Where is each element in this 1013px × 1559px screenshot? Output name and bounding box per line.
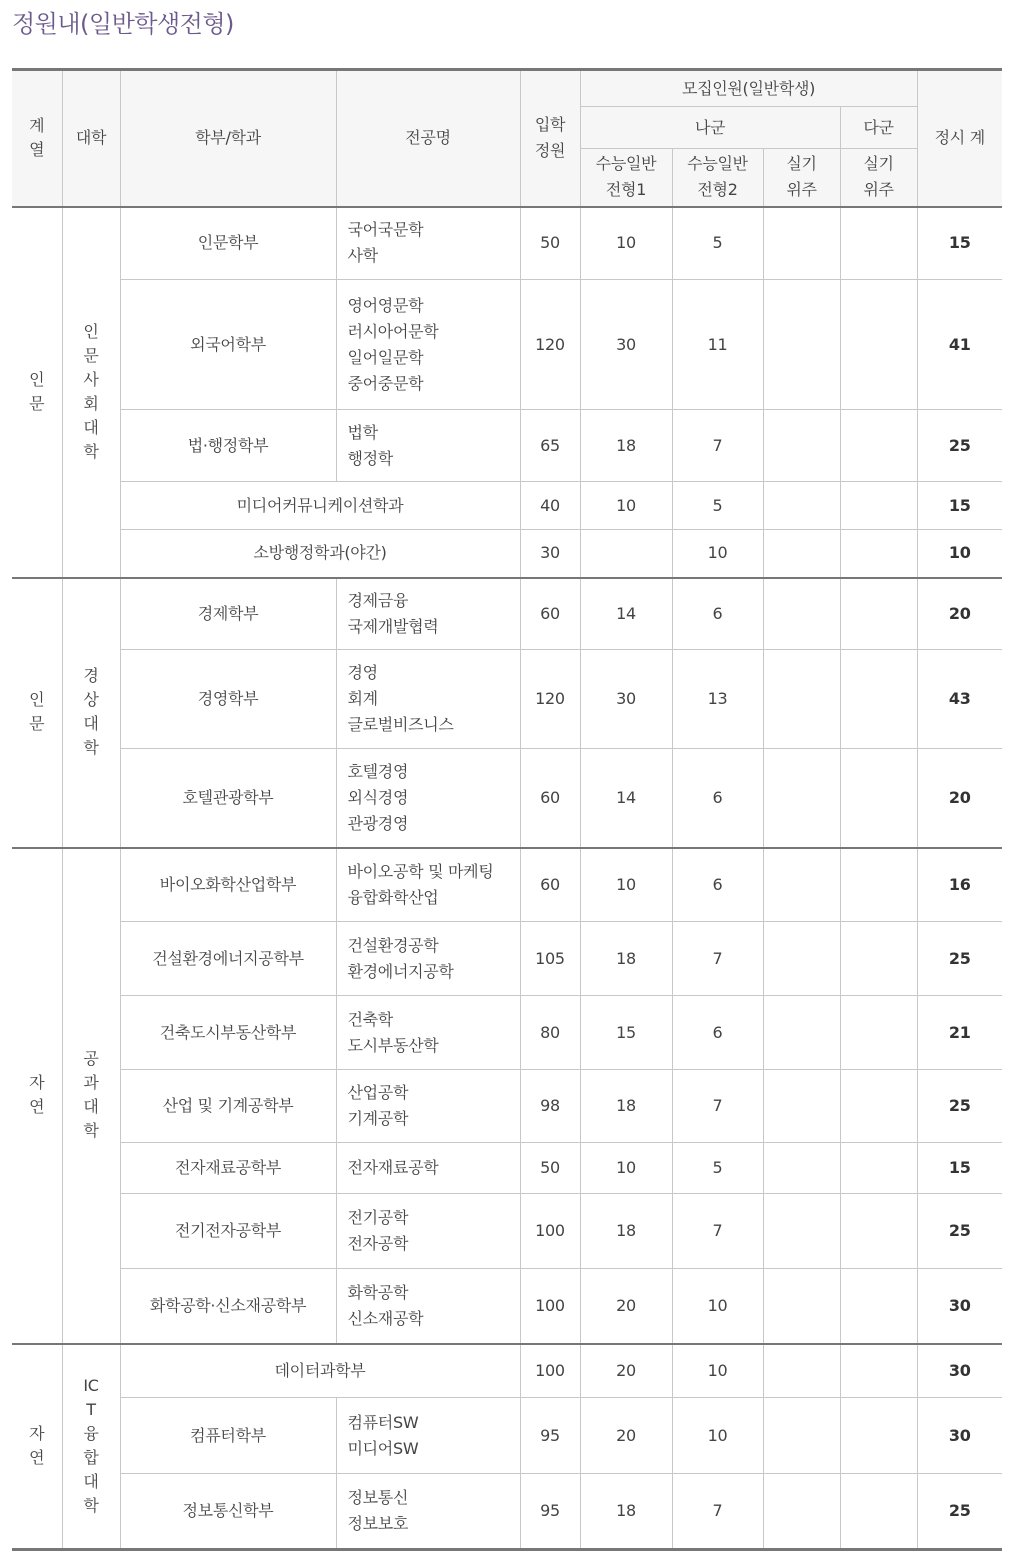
suneung1-cell: 30 bbox=[580, 650, 672, 749]
total-cell: 41 bbox=[917, 280, 1002, 410]
header-suneung1: 수능일반 전형1 bbox=[580, 149, 672, 207]
header-suneung2: 수능일반 전형2 bbox=[672, 149, 763, 207]
major-name: 관광경영 bbox=[347, 813, 409, 833]
suneung2-cell: 10 bbox=[672, 1269, 763, 1344]
major-cell bbox=[336, 1269, 520, 1344]
suneung1-cell: 20 bbox=[580, 1398, 672, 1474]
quota-cell: 100 bbox=[520, 1344, 580, 1398]
total-cell: 15 bbox=[917, 482, 1002, 530]
suneung1-cell: 10 bbox=[580, 482, 672, 530]
quota-cell: 120 bbox=[520, 650, 580, 749]
quota-cell: 95 bbox=[520, 1474, 580, 1550]
table-row bbox=[12, 482, 1002, 530]
practical-da-cell bbox=[840, 578, 917, 650]
table-row bbox=[12, 749, 1002, 848]
department-cell: 산업 및 기계공학부 bbox=[120, 1070, 336, 1143]
suneung2-cell: 10 bbox=[672, 530, 763, 578]
practical-da-cell bbox=[840, 410, 917, 482]
practical-da-cell bbox=[840, 1474, 917, 1550]
major-cell bbox=[336, 578, 520, 650]
table-row bbox=[12, 280, 1002, 410]
major-cell bbox=[336, 1143, 520, 1194]
practical-da-cell bbox=[840, 280, 917, 410]
total-cell: 30 bbox=[917, 1344, 1002, 1398]
major-name: 건축학 bbox=[347, 1009, 393, 1029]
practical-da-cell bbox=[840, 996, 917, 1070]
practical-na-cell bbox=[763, 482, 840, 530]
suneung2-cell: 6 bbox=[672, 848, 763, 922]
table-header bbox=[12, 70, 1002, 207]
table-row bbox=[12, 1143, 1002, 1194]
practical-na-cell bbox=[763, 1474, 840, 1550]
suneung2-cell: 6 bbox=[672, 996, 763, 1070]
major-cell bbox=[336, 410, 520, 482]
practical-da-cell bbox=[840, 1398, 917, 1474]
practical-na-cell bbox=[763, 848, 840, 922]
table-row bbox=[12, 1070, 1002, 1143]
major-cell bbox=[336, 1474, 520, 1550]
header-series: 계열 bbox=[12, 70, 62, 207]
practical-na-cell bbox=[763, 922, 840, 996]
admission-table bbox=[12, 68, 1002, 1551]
major-cell bbox=[336, 922, 520, 996]
suneung1-cell: 18 bbox=[580, 1194, 672, 1269]
department-cell: 외국어학부 bbox=[120, 280, 336, 410]
series-cell: 자연 bbox=[12, 1344, 62, 1550]
major-cell bbox=[336, 1398, 520, 1474]
series-cell: 자연 bbox=[12, 848, 62, 1344]
practical-na-cell bbox=[763, 996, 840, 1070]
department-cell: 건축도시부동산학부 bbox=[120, 996, 336, 1070]
major-name: 회계 bbox=[347, 689, 378, 708]
total-cell: 15 bbox=[917, 1143, 1002, 1194]
header-total: 정시 계 bbox=[917, 70, 1002, 207]
total-cell: 20 bbox=[917, 749, 1002, 848]
major-name: 정보통신 bbox=[347, 1488, 409, 1507]
department-cell: 인문학부 bbox=[120, 207, 336, 280]
header-recruit: 모집인원(일반학생) bbox=[580, 70, 917, 107]
practical-na-cell bbox=[763, 280, 840, 410]
page-title: 정원내(일반학생전형) bbox=[12, 10, 234, 38]
practical-na-cell bbox=[763, 1070, 840, 1143]
practical-da-cell bbox=[840, 1269, 917, 1344]
department-cell: 법·행정학부 bbox=[120, 410, 336, 482]
college-cell: ICT융합대학 bbox=[62, 1344, 120, 1550]
major-name: 경영 bbox=[347, 663, 378, 682]
suneung1-cell: 18 bbox=[580, 922, 672, 996]
quota-cell: 40 bbox=[520, 482, 580, 530]
quota-cell: 100 bbox=[520, 1194, 580, 1269]
suneung2-cell: 13 bbox=[672, 650, 763, 749]
major-name: 전자재료공학 bbox=[347, 1158, 439, 1177]
college-cell: 인문사회대학 bbox=[62, 207, 120, 578]
total-cell: 30 bbox=[917, 1269, 1002, 1344]
practical-na-cell bbox=[763, 1269, 840, 1344]
table-row bbox=[12, 1269, 1002, 1344]
major-name: 화학공학 bbox=[347, 1282, 409, 1302]
major-name: 외식경영 bbox=[347, 787, 409, 807]
major-name: 전자공학 bbox=[347, 1234, 409, 1253]
total-cell: 25 bbox=[917, 1194, 1002, 1269]
quota-cell: 120 bbox=[520, 280, 580, 410]
major-cell bbox=[336, 1194, 520, 1269]
header-college: 대학 bbox=[62, 70, 120, 207]
suneung2-cell: 5 bbox=[672, 482, 763, 530]
quota-cell: 50 bbox=[520, 1143, 580, 1194]
department-cell: 전자재료공학부 bbox=[120, 1143, 336, 1194]
practical-da-cell bbox=[840, 207, 917, 280]
header-group-na: 나군 bbox=[580, 107, 840, 149]
practical-na-cell bbox=[763, 1398, 840, 1474]
table-row bbox=[12, 578, 1002, 650]
suneung1-cell: 20 bbox=[580, 1269, 672, 1344]
practical-da-cell bbox=[840, 1143, 917, 1194]
major-name: 기계공학 bbox=[347, 1109, 409, 1128]
series-cell: 인문 bbox=[12, 578, 62, 848]
major-name: 전기공학 bbox=[347, 1208, 409, 1227]
series-cell: 인문 bbox=[12, 207, 62, 578]
practical-na-cell bbox=[763, 1344, 840, 1398]
quota-cell: 50 bbox=[520, 207, 580, 280]
suneung1-cell: 18 bbox=[580, 1474, 672, 1550]
table-row bbox=[12, 1194, 1002, 1269]
table-row bbox=[12, 1474, 1002, 1550]
department-cell: 바이오화학산업학부 bbox=[120, 848, 336, 922]
total-cell: 43 bbox=[917, 650, 1002, 749]
suneung1-cell: 15 bbox=[580, 996, 672, 1070]
suneung2-cell: 10 bbox=[672, 1398, 763, 1474]
quota-cell: 60 bbox=[520, 848, 580, 922]
major-name: 도시부동산학 bbox=[347, 1035, 439, 1055]
suneung1-cell: 10 bbox=[580, 207, 672, 280]
practical-na-cell bbox=[763, 1194, 840, 1269]
practical-na-cell bbox=[763, 410, 840, 482]
quota-cell: 30 bbox=[520, 530, 580, 578]
suneung1-cell: 14 bbox=[580, 578, 672, 650]
quota-cell: 60 bbox=[520, 578, 580, 650]
major-name: 중어중문학 bbox=[347, 373, 424, 393]
major-cell bbox=[336, 1070, 520, 1143]
major-name: 환경에너지공학 bbox=[347, 961, 454, 981]
major-name: 러시아어문학 bbox=[347, 321, 439, 341]
suneung1-cell: 14 bbox=[580, 749, 672, 848]
table-row bbox=[12, 996, 1002, 1070]
practical-da-cell bbox=[840, 749, 917, 848]
header-practical-na: 실기 위주 bbox=[763, 149, 840, 207]
practical-da-cell bbox=[840, 650, 917, 749]
table-row bbox=[12, 207, 1002, 280]
quota-cell: 98 bbox=[520, 1070, 580, 1143]
practical-na-cell bbox=[763, 578, 840, 650]
suneung2-cell: 6 bbox=[672, 578, 763, 650]
suneung2-cell: 5 bbox=[672, 207, 763, 280]
table-row bbox=[12, 922, 1002, 996]
practical-da-cell bbox=[840, 1194, 917, 1269]
table-row bbox=[12, 650, 1002, 749]
department-cell: 경영학부 bbox=[120, 650, 336, 749]
department-cell: 정보통신학부 bbox=[120, 1474, 336, 1550]
total-cell: 25 bbox=[917, 1474, 1002, 1550]
practical-da-cell bbox=[840, 530, 917, 578]
total-cell: 25 bbox=[917, 410, 1002, 482]
major-name: 융합화학산업 bbox=[347, 887, 439, 907]
total-cell: 25 bbox=[917, 922, 1002, 996]
header-group-da: 다군 bbox=[840, 107, 917, 149]
department-cell: 미디어커뮤니케이션학과 bbox=[120, 482, 520, 530]
practical-na-cell bbox=[763, 650, 840, 749]
department-cell: 화학공학·신소재공학부 bbox=[120, 1269, 336, 1344]
practical-na-cell bbox=[763, 207, 840, 280]
total-cell: 25 bbox=[917, 1070, 1002, 1143]
major-cell bbox=[336, 749, 520, 848]
major-name: 경제금융 bbox=[347, 590, 409, 610]
total-cell: 10 bbox=[917, 530, 1002, 578]
quota-cell: 105 bbox=[520, 922, 580, 996]
department-cell: 데이터과학부 bbox=[120, 1344, 520, 1398]
suneung1-cell: 20 bbox=[580, 1344, 672, 1398]
department-cell: 전기전자공학부 bbox=[120, 1194, 336, 1269]
major-cell bbox=[336, 848, 520, 922]
department-cell: 호텔관광학부 bbox=[120, 749, 336, 848]
major-cell bbox=[336, 996, 520, 1070]
major-name: 산업공학 bbox=[347, 1083, 409, 1102]
practical-na-cell bbox=[763, 530, 840, 578]
total-cell: 30 bbox=[917, 1398, 1002, 1474]
practical-na-cell bbox=[763, 1143, 840, 1194]
major-name: 법학 bbox=[347, 422, 378, 442]
major-name: 글로벌비즈니스 bbox=[347, 715, 454, 734]
suneung2-cell: 10 bbox=[672, 1344, 763, 1398]
suneung2-cell: 7 bbox=[672, 1194, 763, 1269]
practical-da-cell bbox=[840, 1070, 917, 1143]
department-cell: 소방행정학과(야간) bbox=[120, 530, 520, 578]
major-name: 사학 bbox=[347, 246, 378, 266]
suneung1-cell: 10 bbox=[580, 848, 672, 922]
header-practical-da: 실기 위주 bbox=[840, 149, 917, 207]
major-name: 컴퓨터SW bbox=[347, 1412, 419, 1432]
table-row bbox=[12, 1344, 1002, 1398]
table-row bbox=[12, 848, 1002, 922]
suneung1-cell bbox=[580, 530, 672, 578]
college-cell: 경상대학 bbox=[62, 578, 120, 848]
quota-cell: 60 bbox=[520, 749, 580, 848]
quota-cell: 80 bbox=[520, 996, 580, 1070]
quota-cell: 95 bbox=[520, 1398, 580, 1474]
quota-cell: 65 bbox=[520, 410, 580, 482]
suneung1-cell: 30 bbox=[580, 280, 672, 410]
major-name: 행정학 bbox=[347, 448, 393, 468]
suneung2-cell: 7 bbox=[672, 410, 763, 482]
suneung2-cell: 7 bbox=[672, 1474, 763, 1550]
major-cell bbox=[336, 207, 520, 280]
department-cell: 컴퓨터학부 bbox=[120, 1398, 336, 1474]
suneung1-cell: 18 bbox=[580, 1070, 672, 1143]
suneung2-cell: 7 bbox=[672, 1070, 763, 1143]
quota-cell: 100 bbox=[520, 1269, 580, 1344]
major-name: 신소재공학 bbox=[347, 1308, 424, 1328]
major-name: 미디어SW bbox=[347, 1438, 419, 1458]
table-row bbox=[12, 410, 1002, 482]
total-cell: 20 bbox=[917, 578, 1002, 650]
college-cell: 공과대학 bbox=[62, 848, 120, 1344]
suneung1-cell: 10 bbox=[580, 1143, 672, 1194]
practical-da-cell bbox=[840, 848, 917, 922]
major-name: 영어영문학 bbox=[347, 295, 424, 315]
practical-na-cell bbox=[763, 749, 840, 848]
total-cell: 21 bbox=[917, 996, 1002, 1070]
suneung2-cell: 6 bbox=[672, 749, 763, 848]
practical-da-cell bbox=[840, 922, 917, 996]
major-cell bbox=[336, 650, 520, 749]
major-name: 바이오공학 및 마케팅 bbox=[347, 861, 494, 881]
suneung1-cell: 18 bbox=[580, 410, 672, 482]
suneung2-cell: 11 bbox=[672, 280, 763, 410]
suneung2-cell: 7 bbox=[672, 922, 763, 996]
major-name: 국제개발협력 bbox=[347, 616, 439, 636]
total-cell: 16 bbox=[917, 848, 1002, 922]
table-body bbox=[12, 207, 1002, 1550]
major-cell bbox=[336, 280, 520, 410]
table-row bbox=[12, 1398, 1002, 1474]
header-major: 전공명 bbox=[336, 70, 520, 207]
major-name: 건설환경공학 bbox=[347, 935, 439, 955]
major-name: 정보보호 bbox=[347, 1514, 409, 1533]
major-name: 일어일문학 bbox=[347, 347, 424, 367]
suneung2-cell: 5 bbox=[672, 1143, 763, 1194]
major-name: 호텔경영 bbox=[347, 761, 409, 781]
total-cell: 15 bbox=[917, 207, 1002, 280]
practical-da-cell bbox=[840, 482, 917, 530]
practical-da-cell bbox=[840, 1344, 917, 1398]
header-admission-quota: 입학 정원 bbox=[520, 70, 580, 207]
department-cell: 건설환경에너지공학부 bbox=[120, 922, 336, 996]
major-name: 국어국문학 bbox=[347, 220, 424, 240]
department-cell: 경제학부 bbox=[120, 578, 336, 650]
header-department: 학부/학과 bbox=[120, 70, 336, 207]
table-row bbox=[12, 530, 1002, 578]
